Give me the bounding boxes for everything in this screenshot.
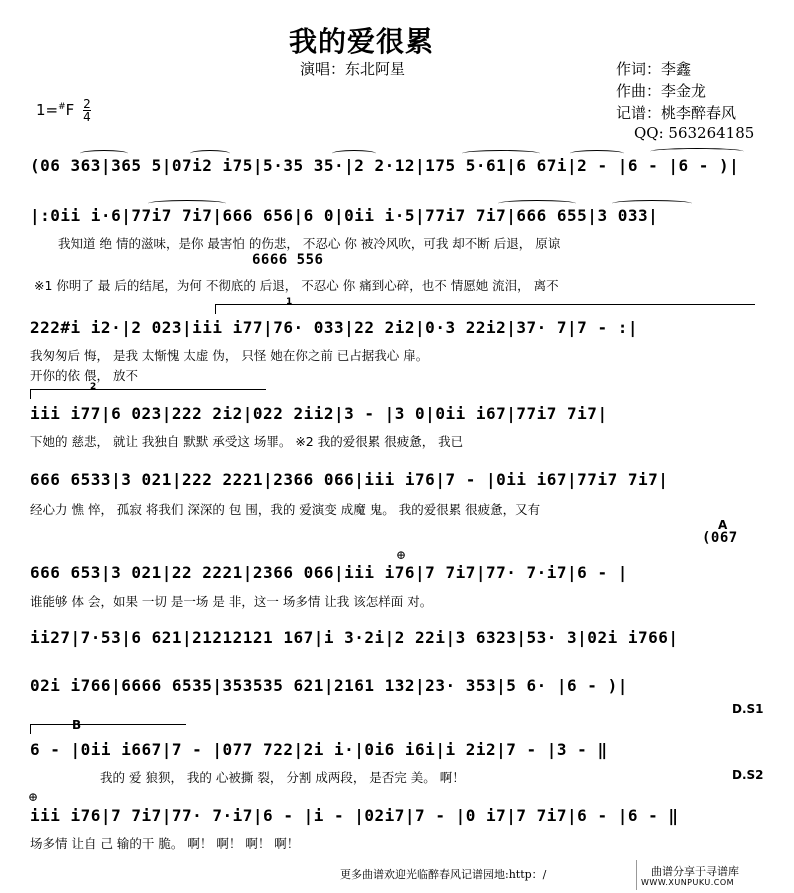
alt-notes: 6666 556 [252, 252, 324, 268]
lyric-line: 谁能够 体 会，如果 一切 是一场 是 非，这一 场多情 让我 该怎样面 对。 [30, 594, 433, 609]
score-row: |:0ii i·6|77i7 7i7|666 656|6 0|0ii i·5|77i7 7i7|666 655|3 033| [30, 206, 659, 225]
ds2-mark: D.S2 [732, 768, 764, 782]
brand-text: 曲谱分享于寻谱库 [651, 865, 739, 878]
score-row: 666 6533|3 021|222 2221|2366 066|iii i76|7 - |0ii i67|77i7 7i7| [30, 470, 669, 489]
song-title: 我的爱很累 [289, 25, 435, 58]
score-row: 222#i i2·|2 023|iii i77|76· 033|22 2i2|0·3 22i2|37· 7|7 - :| [30, 318, 638, 337]
score-row: 666 653|3 021|22 2221|2366 066|iii i76|7 7i7|77· 7·i7|6 - | [30, 563, 628, 582]
lyric-line: 我匆匆后 悔， 是我 太惭愧 太虚 伪， 只怪 她在你之前 已占据我心 扉。 [30, 348, 429, 363]
section-a-mark: A [718, 518, 728, 532]
score-row: (06 363|365 5|07i2 i75|5·35 35·|2 2·12|175 5·61|6 67i|2 - |6 - |6 - )| [30, 156, 740, 175]
composer-credit: 作曲：李金龙 [616, 82, 707, 100]
site-url: WWW.XUNPUKU.COM [641, 878, 735, 887]
footer-text: 更多曲谱欢迎光临醉春风记谱园地:http：/ [340, 868, 547, 881]
score-row: ii27|7·53|6 621|21212121 167|i 3·2i|2 22i|3 6323|53· 3|02i i766| [30, 628, 679, 647]
qq-credit: QQ: 563264185 [634, 124, 755, 142]
ds1-mark: D.S1 [732, 702, 764, 716]
singer-credit: 演唱：东北阿星 [300, 60, 406, 78]
volta-1: 1 [286, 297, 293, 307]
score-row: iii i77|6 023|222 2i2|022 2ii2|3 - |3 0|0ii i67|77i7 7i7| [30, 404, 608, 423]
volta-2: 2 [90, 382, 97, 392]
key-signature: 1=#F $\frac{2}{4}$ [36, 97, 91, 124]
lyric-line: 下她的 慈悲， 就让 我独自 默默 承受这 场罪。 ※2 我的爱很累 很疲惫， 我已 [30, 434, 464, 449]
score-row: 6 - |0ii i667|7 - |077 722|2i i·|0i6 i6i|i 2i2|7 - |3 - ‖ [30, 740, 608, 759]
score-row: 02i i766|6666 6535|353535 621|2161 132|23· 353|5 6· |6 - )| [30, 676, 628, 695]
pickup-notes: (067 [702, 530, 738, 546]
lyricist-credit: 作词：李鑫 [616, 60, 692, 78]
coda-icon: ⊕ [28, 790, 39, 804]
coda-icon: ⊕ [396, 548, 407, 562]
lyric-line: 经心力 憔 悴， 孤寂 将我们 深深的 包 围，我的 爱演变 成魔 鬼。 我的爱很累 很疲惫，又有 [30, 502, 541, 517]
lyric-line: 我知道 绝 情的滋味，是你 最害怕 的伤悲， 不忍心 你 被冷风吹，可我 却不断 后退， 原谅 [58, 236, 561, 251]
score-row: iii i76|7 7i7|77· 7·i7|6 - |i - |02i7|7 - |0 i7|7 7i7|6 - |6 - ‖ [30, 806, 679, 825]
watermark-box [636, 860, 787, 890]
section-b-mark: B [72, 718, 82, 732]
lyric-line: ※1 你明了 最 后的结尾，为何 不彻底的 后退， 不忍心 你 痛到心碎，也不 情愿她 流泪， 离不 [34, 278, 559, 293]
lyric-line: 开你的依 偎， 放不 [30, 368, 138, 383]
lyric-line: 场多情 让自 己 输的干 脆。 啊！ 啊！ 啊！ 啊！ [30, 836, 300, 851]
transcriber-credit: 记谱：桃李醉春风 [616, 104, 737, 122]
lyric-line: 我的 爱 狼狈， 我的 心被撕 裂， 分割 成两段， 是否完 美。 啊！ [100, 770, 465, 785]
